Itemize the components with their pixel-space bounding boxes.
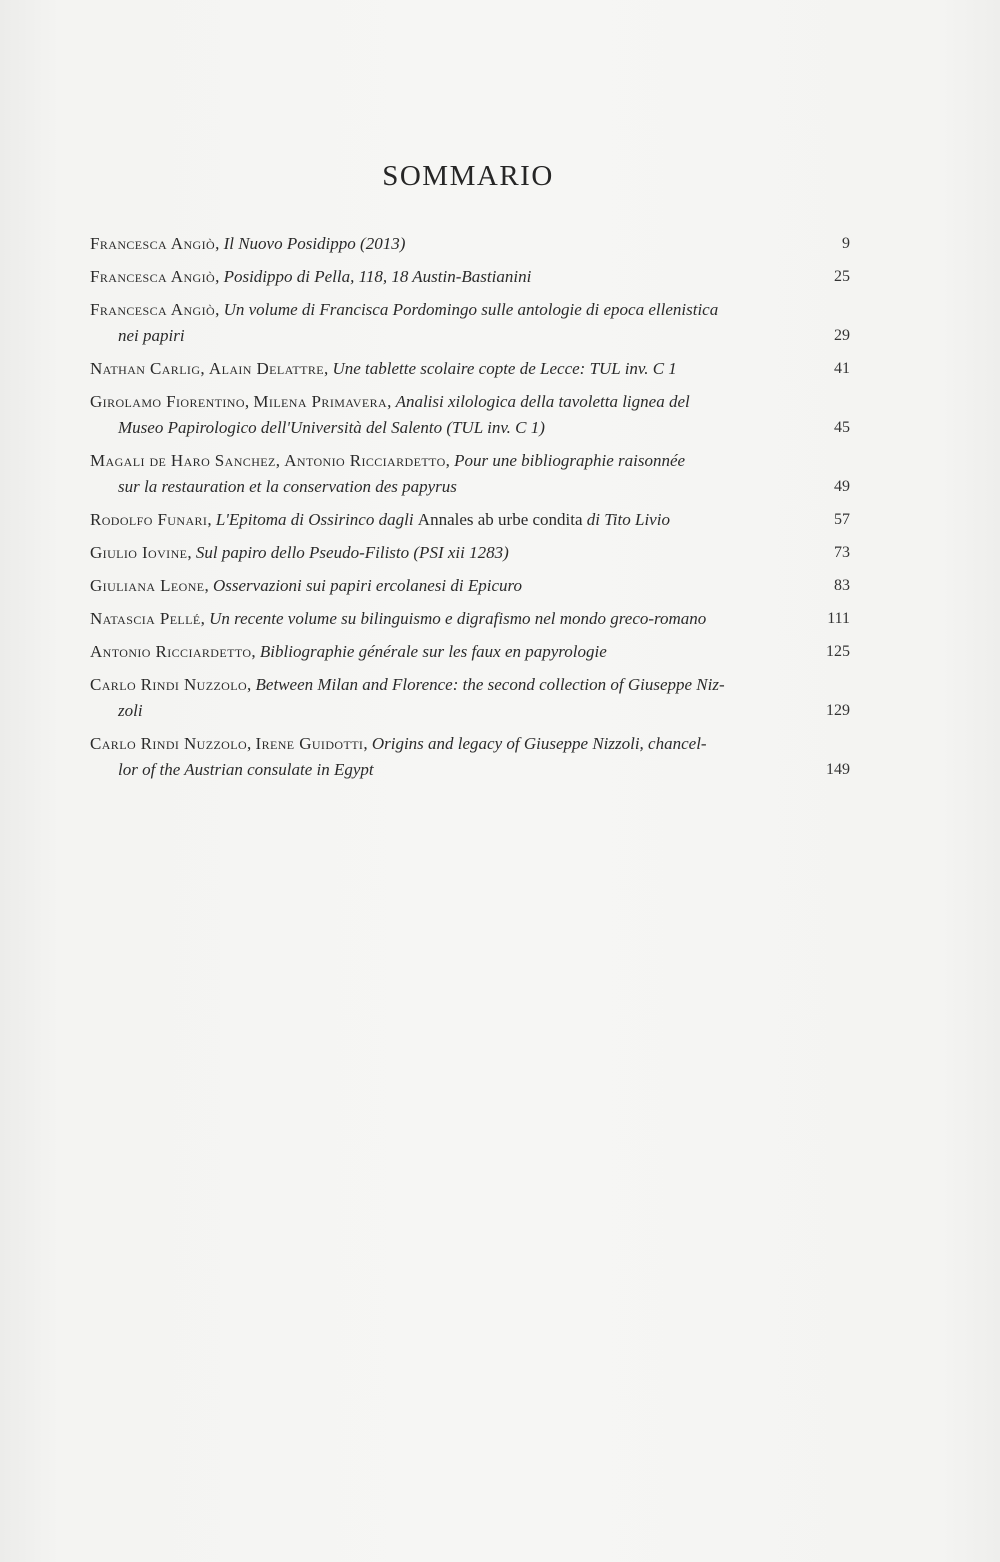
toc-entry-line (90, 231, 850, 257)
toc-entry (90, 264, 850, 290)
toc-entry-continuation (90, 415, 850, 441)
page-number: 129 (826, 702, 850, 719)
work-title: Between Milan and Florence: the second collection of Giuseppe Niz- (255, 675, 725, 694)
author-name: Antonio Ricciardetto (284, 451, 446, 470)
separator: Annales ab urbe condita (417, 510, 583, 529)
work-title: Une tablette scolaire copte de Lecce: TUL inv. C 1 (332, 359, 677, 378)
work-title: Osservazioni sui papiri ercolanesi di Epicuro (213, 576, 522, 595)
author-name: Rodolfo Funari (90, 510, 208, 529)
toc-entry-continuation (90, 757, 850, 783)
author-name: Giulio Iovine (90, 543, 188, 562)
work-title: L'Epitoma di Ossirinco dagli (215, 510, 418, 529)
author-name: Nathan Carlig (90, 359, 201, 378)
toc-entry-line (90, 731, 850, 757)
table-of-contents (90, 231, 850, 790)
work-title: di (582, 510, 605, 529)
separator: , (247, 675, 256, 694)
toc-entry (90, 507, 850, 533)
page-number: 9 (842, 235, 850, 252)
separator: , (200, 609, 210, 628)
toc-entry (90, 297, 850, 349)
separator: , (215, 267, 224, 286)
separator: , (204, 576, 213, 595)
page-number: 111 (827, 610, 850, 627)
work-title: lor of the Austrian consulate in Egypt (118, 760, 374, 779)
author-name: Francesca Angiò (90, 267, 216, 286)
page-number: 25 (834, 268, 850, 285)
author-name: Giuliana Leone (90, 576, 205, 595)
toc-entry-continuation (90, 474, 850, 500)
separator: , (244, 392, 254, 411)
toc-entry-line (90, 356, 850, 382)
author-name: Alain Delattre (208, 359, 324, 378)
toc-entry (90, 639, 850, 665)
work-title: Museo Papirologico dell'Università del Salento (TUL inv. C 1) (118, 418, 545, 437)
toc-entry (90, 606, 850, 632)
page-number: 41 (834, 360, 850, 377)
separator: , (251, 642, 260, 661)
toc-entry (90, 672, 850, 724)
work-title: Tito Livio (604, 510, 670, 529)
author-name: Natascia Pellé (90, 609, 201, 628)
separator: , (215, 234, 224, 253)
separator: , (323, 359, 333, 378)
toc-entry (90, 573, 850, 599)
work-title: zoli (118, 701, 143, 720)
separator: , (215, 300, 224, 319)
toc-entry-line (90, 672, 850, 698)
work-title: Pour une bibliographie raisonnée (454, 451, 686, 470)
toc-entry-line (90, 297, 850, 323)
toc-entry-line (90, 264, 850, 290)
author-name: Carlo Rindi Nuzzolo (90, 675, 248, 694)
work-title: Un recente volume su bilinguismo e digrafismo nel mondo greco-romano (209, 609, 707, 628)
page-number: 149 (826, 761, 850, 778)
toc-entry (90, 731, 850, 783)
toc-entry-continuation (90, 698, 850, 724)
work-title: Analisi xilologica della tavoletta lignea del (395, 392, 690, 411)
toc-entry-line (90, 389, 850, 415)
author-name: Irene Guidotti (255, 734, 364, 753)
work-title: sur la restauration et la conservation des papyrus (118, 477, 457, 496)
page-number: 49 (834, 478, 850, 495)
separator: , (247, 734, 256, 753)
toc-entry-line (90, 606, 850, 632)
toc-entry (90, 540, 850, 566)
work-title: nei papiri (118, 326, 185, 345)
page-number: 45 (834, 419, 850, 436)
work-title: Sul papiro dello Pseudo-Filisto (PSI xii 1283) (195, 543, 509, 562)
separator: , (445, 451, 455, 470)
work-title: Un volume di Francisca Pordomingo sulle antologie di epoca ellenistica (223, 300, 719, 319)
toc-entry-line (90, 540, 850, 566)
work-title: Bibliographie générale sur les faux en papyrologie (259, 642, 607, 661)
author-name: Magali de Haro Sanchez (90, 451, 276, 470)
work-title: Posidippo di Pella, 118, 18 Austin-Bastianini (223, 267, 532, 286)
separator: , (275, 451, 285, 470)
toc-entry-line (90, 507, 850, 533)
separator: , (363, 734, 372, 753)
work-title: Origins and legacy of Giuseppe Nizzoli, chancel- (371, 734, 707, 753)
separator: , (207, 510, 216, 529)
separator: , (187, 543, 196, 562)
toc-entry (90, 389, 850, 441)
separator: , (200, 359, 209, 378)
page-number: 73 (834, 544, 850, 561)
page-number: 83 (834, 577, 850, 594)
author-name: Carlo Rindi Nuzzolo (90, 734, 248, 753)
toc-entry (90, 356, 850, 382)
page-number: 57 (834, 511, 850, 528)
toc-entry-line (90, 448, 850, 474)
author-name: Francesca Angiò (90, 234, 216, 253)
toc-entry-continuation (90, 323, 850, 349)
page-number: 125 (826, 643, 850, 660)
work-title: Il Nuovo Posidippo (2013) (223, 234, 406, 253)
author-name: Girolamo Fiorentino (90, 392, 245, 411)
toc-entry-line (90, 639, 850, 665)
author-name: Francesca Angiò (90, 300, 216, 319)
toc-entry-line (90, 573, 850, 599)
page-number: 29 (834, 327, 850, 344)
page-title: SOMMARIO (382, 160, 554, 192)
toc-entry (90, 448, 850, 500)
author-name: Antonio Ricciardetto (90, 642, 252, 661)
author-name: Milena Primavera (253, 392, 388, 411)
toc-entry (90, 231, 850, 257)
separator: , (387, 392, 396, 411)
